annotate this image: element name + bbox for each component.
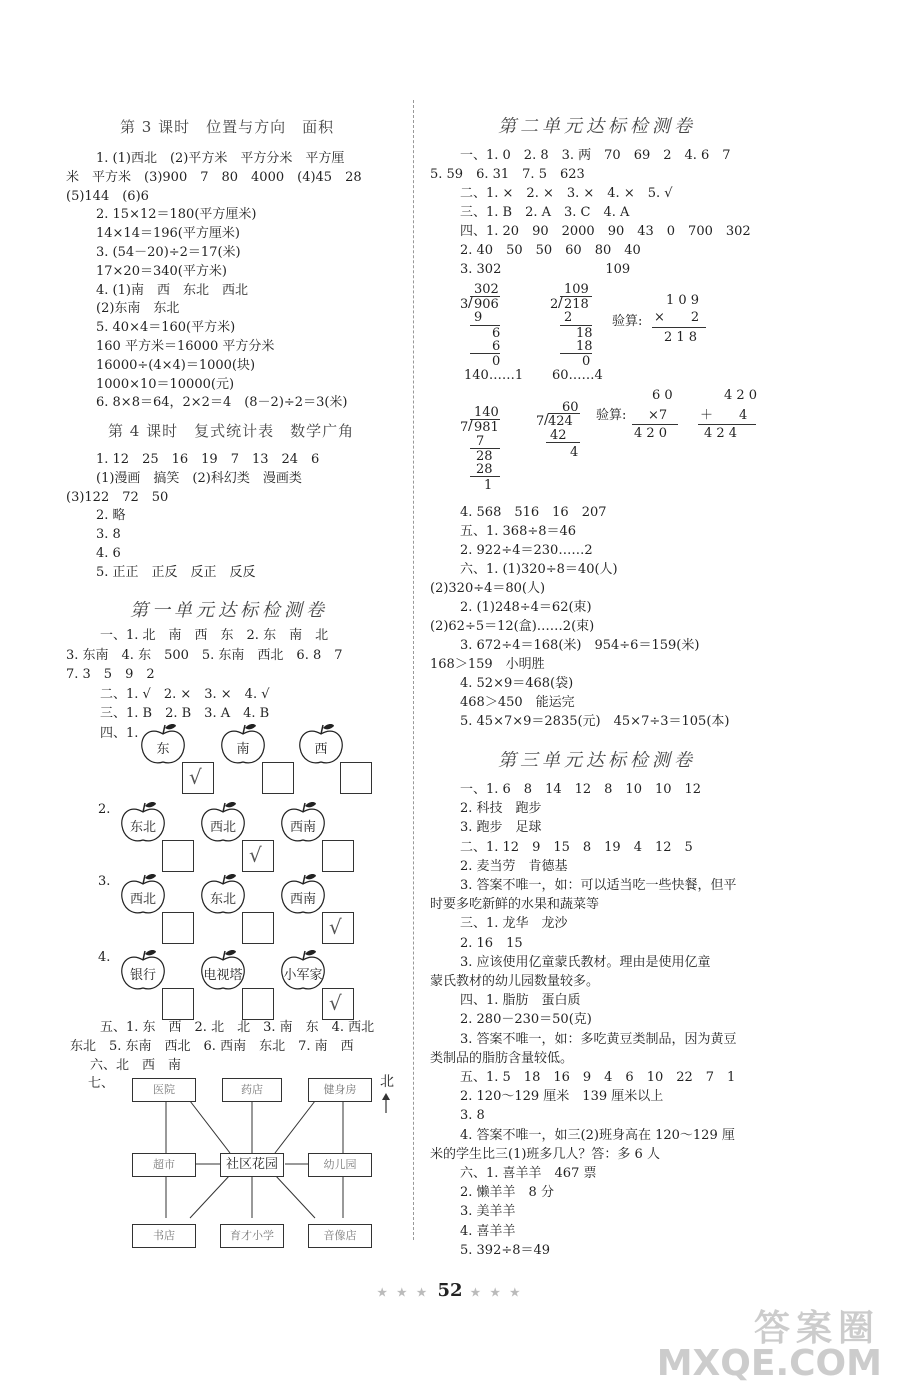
answer-line: 三、1. B 2. B 3. A 4. B bbox=[100, 706, 270, 721]
answer-box bbox=[242, 840, 274, 872]
apple-label: 西北 bbox=[209, 820, 236, 835]
map-gym: 健身房 bbox=[308, 1078, 372, 1102]
apple-label: 西南 bbox=[289, 892, 316, 907]
dividend-2: 218 bbox=[564, 297, 589, 312]
apple-icon bbox=[198, 872, 248, 916]
answer-box bbox=[242, 912, 274, 944]
answer-line: 16000÷(4×4)＝1000(块) bbox=[96, 357, 256, 373]
answer-line: 六、1. 喜羊羊 467 票 bbox=[460, 1166, 597, 1181]
map-primary-school: 育才小学 bbox=[220, 1224, 284, 1248]
verify-step: 1 0 9 bbox=[666, 293, 700, 308]
answer-line: 三、1. 龙华 龙沙 bbox=[460, 916, 568, 932]
apple-label: 西北 bbox=[129, 892, 156, 907]
answer-line: 四、1. bbox=[100, 725, 139, 741]
answer-line: (1)漫画 搞笑 (2)科幻类 漫画类 bbox=[96, 470, 302, 486]
lesson3-heading: 第 3 课时 位置与方向 面积 bbox=[120, 118, 335, 136]
answer-box bbox=[182, 762, 214, 794]
verify-label: 验算: bbox=[596, 408, 627, 423]
watermark-url: MXQE.COM bbox=[656, 1343, 882, 1384]
answer-line: 2. 懒羊羊 8 分 bbox=[460, 1185, 554, 1201]
answer-line: 2. 120～129 厘米 139 厘米以上 bbox=[460, 1089, 664, 1105]
verify-step: ＋ 4 bbox=[700, 408, 748, 423]
answer-box bbox=[322, 840, 354, 872]
answer-line: 5. 45×7×9＝2835(元) 45×7÷3＝105(本) bbox=[460, 714, 730, 729]
answer-line: 时要多吃新鲜的水果和蔬菜等 bbox=[430, 897, 600, 913]
checkmark-icon: √ bbox=[249, 843, 262, 867]
answer-line: 17×20＝340(平方米) bbox=[96, 263, 227, 279]
apple-icon bbox=[278, 872, 328, 916]
answer-line: 3. (54－20)÷2＝17(米) bbox=[96, 245, 241, 260]
answer-line: 米的学生比三(1)班多几人？答：多 6 人 bbox=[430, 1146, 660, 1162]
answer-line: 4. (1)南 西 东北 西北 bbox=[96, 282, 248, 298]
apple-label: 东 bbox=[156, 742, 170, 757]
apple-label: 南 bbox=[236, 742, 250, 757]
apple-label: 小军家 bbox=[283, 968, 323, 983]
answer-line: 米 平方米 (3)900 7 80 4000 (4)45 28 bbox=[66, 169, 362, 185]
bracket-icon: / bbox=[544, 412, 549, 428]
answer-line: 3. 东南 4. 东 500 5. 东南 西北 6. 8 7 bbox=[66, 647, 343, 663]
quotient-3: 140 bbox=[474, 405, 499, 420]
verify-step: 4 2 4 bbox=[704, 426, 738, 441]
answer-line: (2)62÷5＝12(盒)……2(束) bbox=[430, 619, 595, 634]
answer-line: 二、1. × 2. × 3. × 4. × 5. √ bbox=[460, 186, 673, 201]
dividend-4: 424 bbox=[548, 414, 573, 429]
answer-line: 14×14＝196(平方厘米) bbox=[96, 226, 240, 242]
column-divider bbox=[413, 100, 414, 1240]
answer-line: 四、1. 20 90 2000 90 43 0 700 302 bbox=[460, 224, 751, 239]
step: 28 bbox=[476, 462, 493, 477]
rule bbox=[652, 327, 706, 328]
answer-line: 2. 280－230＝50(克) bbox=[460, 1012, 592, 1028]
page-number bbox=[0, 1280, 900, 1301]
answer-line: 五、1. 东 西 2. 北 北 3. 南 东 4. 西北 bbox=[100, 1020, 375, 1035]
map-bookstore: 书店 bbox=[132, 1224, 196, 1248]
map-supermarket: 超市 bbox=[132, 1153, 196, 1177]
remainder-2: 60……4 bbox=[552, 368, 603, 383]
answer-line: 3. 答案不唯一，如：可以适当吃一些快餐，但平 bbox=[460, 878, 737, 893]
answer-line: 3. 应该使用亿童蒙氏教材。理由是使用亿童 bbox=[460, 954, 711, 970]
step: 18 bbox=[576, 326, 593, 341]
answer-line: 468＞450 能运完 bbox=[460, 695, 575, 710]
rule bbox=[632, 424, 678, 425]
step: 4 bbox=[570, 445, 579, 460]
answer-box bbox=[340, 762, 372, 794]
map-pharmacy: 药店 bbox=[222, 1078, 282, 1102]
step: 6 bbox=[492, 326, 501, 341]
bracket-icon: / bbox=[558, 295, 563, 311]
answer-line: 3. 8 bbox=[460, 1108, 485, 1124]
section-seven-label: 七、 bbox=[88, 1076, 115, 1091]
page-number-value: 52 bbox=[437, 1280, 463, 1301]
unit3-title: 第三单元达标检测卷 bbox=[498, 750, 696, 771]
apple-icon bbox=[118, 948, 168, 992]
step: 1 bbox=[484, 478, 493, 493]
answer-line: 5. 正正 正反 反正 反反 bbox=[96, 564, 256, 580]
answer-line: 五、1. 5 18 16 9 4 6 10 22 7 1 bbox=[460, 1070, 736, 1085]
answer-line: 2. 922÷4＝230……2 bbox=[460, 543, 593, 558]
divisor-4: 7 bbox=[536, 414, 545, 429]
step: 28 bbox=[476, 449, 493, 464]
map-hospital: 医院 bbox=[132, 1078, 196, 1102]
quotient-1: 302 bbox=[474, 282, 499, 297]
answer-line: 3. 答案不唯一，如：多吃黄豆类制品，因为黄豆 bbox=[460, 1031, 737, 1047]
answer-box bbox=[162, 988, 194, 1020]
answer-line: 1000×10＝10000(元) bbox=[96, 376, 235, 392]
apple-icon bbox=[118, 872, 168, 916]
answer-line: 160 平方米＝16000 平方分米 bbox=[96, 339, 275, 354]
answer-line: 4. 喜羊羊 bbox=[460, 1223, 516, 1239]
map-kindergarten: 幼儿园 bbox=[308, 1153, 372, 1177]
apple-icon bbox=[118, 800, 168, 844]
answer-line: 2. 40 50 50 60 80 40 bbox=[460, 243, 641, 258]
answer-line: 4. 6 bbox=[96, 546, 121, 561]
step: 0 bbox=[582, 354, 591, 369]
answer-line: 3. 8 bbox=[96, 527, 121, 543]
dividend-3: 981 bbox=[474, 420, 499, 435]
bracket-icon: / bbox=[468, 418, 473, 434]
verify-step: 6 0 bbox=[652, 388, 673, 403]
answer-box bbox=[322, 912, 354, 944]
answer-box bbox=[242, 988, 274, 1020]
verify-label: 验算: bbox=[612, 314, 643, 329]
remainder-1: 140……1 bbox=[464, 368, 524, 383]
quotient-4: 60 bbox=[562, 400, 579, 415]
answer-line: 3. 美羊羊 bbox=[460, 1204, 516, 1220]
star-decoration-icon: ★ ★ ★ bbox=[470, 1286, 523, 1299]
row-label: 3. bbox=[98, 874, 111, 889]
answer-line: 六、1. (1)320÷8＝40(人) bbox=[460, 562, 618, 577]
verify-step: 2 1 8 bbox=[664, 330, 698, 345]
unit2-title: 第二单元达标检测卷 bbox=[498, 116, 696, 137]
verify-step: 4 2 0 bbox=[724, 388, 758, 403]
verify-step: ×7 bbox=[648, 408, 668, 423]
map-community-garden: 社区花园 bbox=[220, 1153, 284, 1177]
answer-line: 一、1. 6 8 14 12 8 10 10 12 bbox=[460, 782, 702, 797]
step: 7 bbox=[476, 434, 485, 449]
row-label: 2. bbox=[98, 802, 111, 817]
dividend-1: 906 bbox=[474, 297, 499, 312]
answer-line: 5. 59 6. 31 7. 5 623 bbox=[430, 167, 585, 182]
apple-label: 西南 bbox=[289, 820, 316, 835]
answer-line: 蒙氏教材的幼儿园数量较多。 bbox=[430, 974, 600, 989]
apple-label: 电视塔 bbox=[203, 968, 243, 983]
answer-line: (3)122 72 50 bbox=[66, 489, 169, 505]
answer-line: 四、1. 脂肪 蛋白质 bbox=[460, 993, 581, 1009]
apple-icon bbox=[198, 800, 248, 844]
verify-step: × 2 bbox=[654, 310, 700, 325]
step: 18 bbox=[576, 339, 593, 354]
verify-step: 4 2 0 bbox=[634, 426, 668, 441]
apple-icon bbox=[198, 948, 248, 992]
answer-line: 5. 392÷8＝49 bbox=[460, 1242, 551, 1258]
step: 6 bbox=[492, 339, 501, 354]
answer-line: 5. 40×4＝160(平方米) bbox=[96, 320, 236, 336]
answer-line: 4. 答案不唯一，如三(2)班身高在 120～129 厘 bbox=[460, 1127, 735, 1143]
rule bbox=[546, 442, 580, 443]
answer-line: (2)320÷4＝80(人) bbox=[430, 581, 546, 596]
answer-line: (2)东南 东北 bbox=[96, 301, 180, 317]
answer-box bbox=[162, 840, 194, 872]
apple-icon bbox=[138, 722, 188, 766]
divisor-3: 7 bbox=[460, 420, 469, 435]
star-decoration-icon: ★ ★ ★ bbox=[377, 1286, 430, 1299]
answer-line: 6. 8×8＝64，2×2＝4 (8－2)÷2＝3(米) bbox=[96, 395, 348, 411]
answer-box bbox=[322, 988, 354, 1020]
answer-line: 二、1. √ 2. × 3. × 4. √ bbox=[100, 686, 270, 702]
apple-label: 东北 bbox=[129, 820, 156, 835]
answer-line: 7. 3 5 9 2 bbox=[66, 667, 155, 682]
answer-line: (5)144 (6)6 bbox=[66, 188, 149, 204]
answer-line: 2. 科技 跑步 bbox=[460, 801, 542, 817]
answer-line: 2. 15×12＝180(平方厘米) bbox=[96, 207, 257, 223]
step: 42 bbox=[550, 428, 567, 443]
row-label: 4. bbox=[98, 950, 111, 965]
apple-label: 东北 bbox=[209, 892, 236, 907]
answer-line: 三、1. B 2. A 3. C 4. A bbox=[460, 205, 630, 220]
answer-line: 4. 52×9＝468(袋) bbox=[460, 676, 574, 691]
checkmark-icon: √ bbox=[329, 915, 342, 939]
bracket-icon: / bbox=[468, 295, 473, 311]
step: 0 bbox=[492, 354, 501, 369]
unit1-title: 第一单元达标检测卷 bbox=[130, 600, 328, 621]
north-arrow-icon bbox=[380, 1092, 392, 1114]
answer-line: 1. 12 25 16 19 7 13 24 6 bbox=[96, 452, 320, 467]
apple-label: 西 bbox=[314, 742, 328, 757]
answer-line: 类制品的脂肪含量较低。 bbox=[430, 1050, 574, 1066]
apple-icon bbox=[278, 948, 328, 992]
answer-box bbox=[162, 912, 194, 944]
rule bbox=[470, 476, 500, 477]
answer-line: 六、北 西 南 bbox=[90, 1058, 182, 1073]
divisor-2: 2 bbox=[550, 297, 559, 312]
answer-line: 168＞159 小明胜 bbox=[430, 657, 545, 672]
checkmark-icon: √ bbox=[329, 991, 342, 1015]
answer-line: 二、1. 12 9 15 8 19 4 12 5 bbox=[460, 839, 693, 855]
apple-icon bbox=[296, 722, 346, 766]
answer-line: 4. 568 516 16 207 bbox=[460, 505, 607, 520]
answer-line: 3. 302 109 bbox=[460, 262, 631, 277]
checkmark-icon: √ bbox=[189, 765, 202, 789]
divisor-1: 3 bbox=[460, 297, 469, 312]
apple-icon bbox=[218, 722, 268, 766]
map-audio-store: 音像店 bbox=[308, 1224, 372, 1248]
answer-line: 一、1. 北 南 西 东 2. 东 南 北 bbox=[100, 628, 329, 643]
answer-line: 3. 跑步 足球 bbox=[460, 820, 542, 836]
lesson4-heading: 第 4 课时 复式统计表 数学广角 bbox=[108, 422, 355, 440]
north-label: 北 bbox=[380, 1074, 394, 1090]
answer-line: 3. 672÷4＝168(米) 954÷6＝159(米) bbox=[460, 638, 700, 653]
step: 2 bbox=[564, 310, 573, 325]
answer-line: 2. 麦当劳 肯德基 bbox=[460, 858, 568, 874]
watermark-logo: 答案圈 bbox=[753, 1308, 880, 1349]
quotient-2: 109 bbox=[564, 282, 589, 297]
answer-line: 2. 略 bbox=[96, 508, 126, 524]
rule bbox=[698, 424, 756, 425]
answer-line: 1. (1)西北 (2)平方米 平方分米 平方厘 bbox=[96, 151, 345, 166]
answer-box bbox=[262, 762, 294, 794]
answer-line: 2. (1)248÷4＝62(束) bbox=[460, 600, 592, 615]
apple-icon bbox=[278, 800, 328, 844]
answer-line: 东北 5. 东南 西北 6. 西南 东北 7. 南 西 bbox=[70, 1039, 354, 1054]
answer-line: 一、1. 0 2. 8 3. 两 70 69 2 4. 6 7 bbox=[460, 148, 731, 163]
answer-line: 2. 16 15 bbox=[460, 935, 523, 951]
answer-line: 五、1. 368÷8＝46 bbox=[460, 524, 577, 539]
step: 9 bbox=[474, 310, 483, 325]
apple-label: 银行 bbox=[129, 968, 156, 983]
